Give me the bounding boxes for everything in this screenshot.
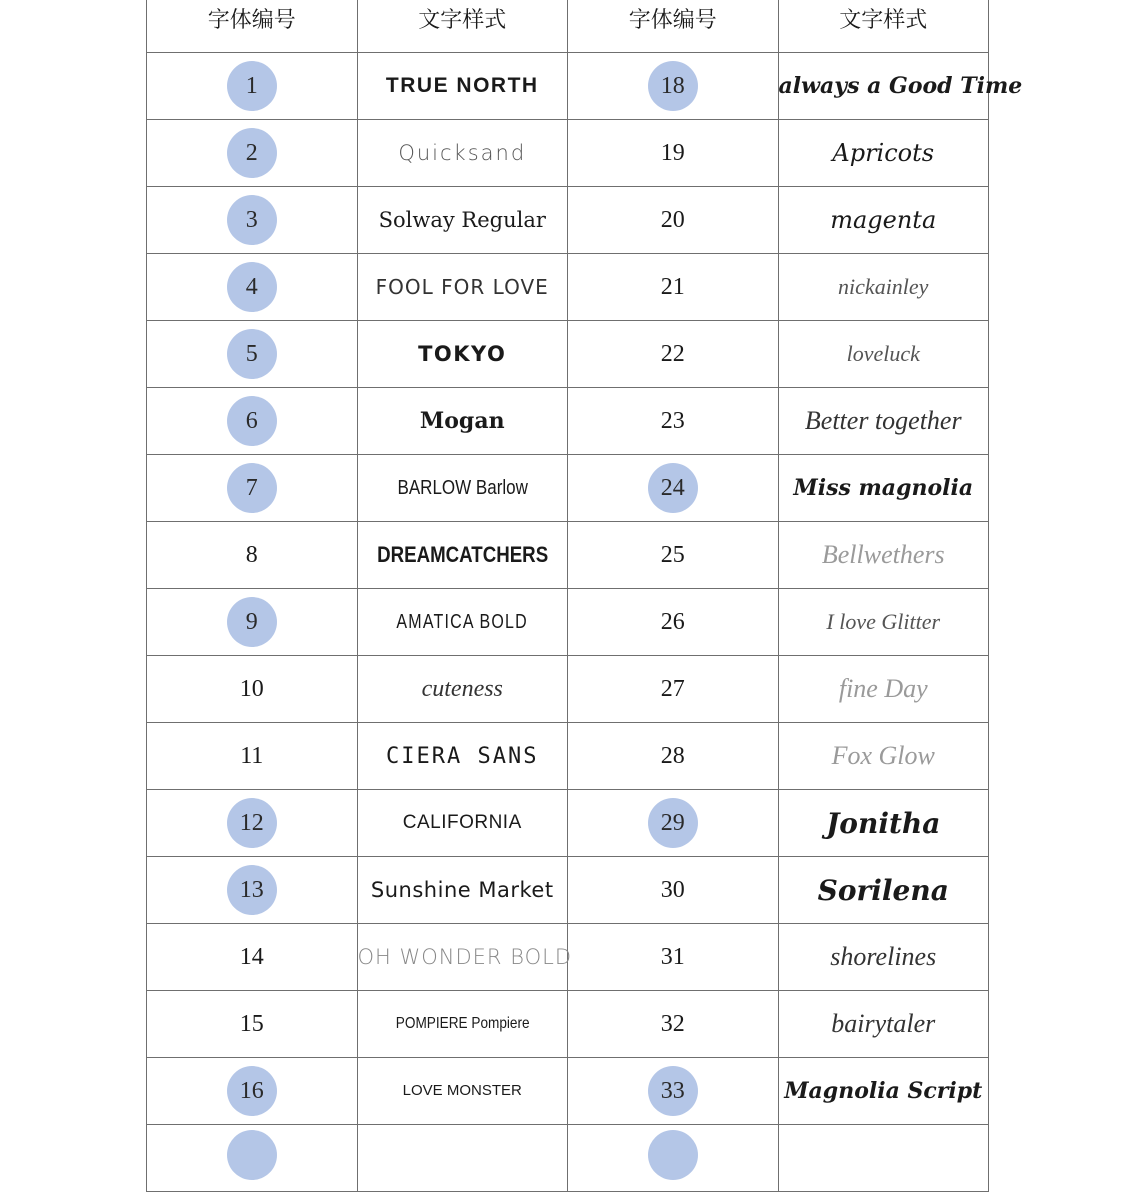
- header-text-style-right: 文字样式: [778, 0, 989, 53]
- font-number: 22: [660, 340, 685, 367]
- font-number-badge: 3: [227, 195, 277, 245]
- font-sample-cell: [357, 1125, 568, 1192]
- table-row: [147, 991, 989, 1058]
- table-row: [147, 187, 989, 254]
- font-sample-cell: [357, 723, 568, 790]
- font-number-badge: 4: [227, 262, 277, 312]
- font-sample-text: DREAMCATCHERS: [376, 542, 548, 567]
- font-sample-text: bairytaler: [831, 1009, 936, 1038]
- font-sample-text: always a Good Time: [778, 73, 1023, 99]
- font-number-cell: [568, 857, 779, 924]
- font-number: 10: [239, 675, 264, 702]
- header-text-style-left: 文字样式: [357, 0, 568, 53]
- font-sample-text: I love Glitter: [826, 609, 941, 634]
- font-number: 26: [660, 608, 685, 635]
- font-sample-text: LOVE MONSTER: [402, 1082, 522, 1099]
- font-number-badge: 12: [227, 798, 277, 848]
- font-number-cell: [147, 790, 358, 857]
- font-number-cell: [147, 388, 358, 455]
- font-number-cell: [568, 53, 779, 120]
- font-number-badge: 16: [227, 1066, 277, 1116]
- font-sample-text: nickainley: [838, 274, 929, 299]
- font-number-cell: [147, 53, 358, 120]
- font-number: 25: [660, 541, 685, 568]
- font-number-badge: 6: [227, 396, 277, 446]
- font-number-badge: 24: [648, 463, 698, 513]
- font-sample-cell: [778, 857, 989, 924]
- font-number-cell: [147, 187, 358, 254]
- font-number-badge: 7: [227, 463, 277, 513]
- font-number: 8: [245, 541, 258, 568]
- font-number-cell: [568, 187, 779, 254]
- font-number: 27: [660, 675, 685, 702]
- font-sample-cell: [357, 656, 568, 723]
- table-row: [147, 53, 989, 120]
- font-number-cell: [568, 723, 779, 790]
- font-number-badge: 18: [648, 61, 698, 111]
- font-sample-cell: [357, 857, 568, 924]
- font-sample-text: BARLOW Barlow: [397, 476, 528, 499]
- font-sample-text: Fox Glow: [831, 741, 935, 770]
- font-number-badge: 5: [227, 329, 277, 379]
- font-sample-text: Solway Regular: [378, 208, 546, 232]
- font-sample-text: Magnolia Script: [784, 1078, 983, 1104]
- font-sample-cell: [778, 388, 989, 455]
- font-sample-text: shorelines: [830, 942, 937, 971]
- font-sample-text: TOKYO: [418, 342, 507, 366]
- font-number-cell: [147, 723, 358, 790]
- font-sample-cell: [778, 1125, 989, 1192]
- table-row: [147, 857, 989, 924]
- font-number-cell: [568, 388, 779, 455]
- font-sample-cell: [778, 991, 989, 1058]
- font-sample-cell: [357, 53, 568, 120]
- font-sample-cell: [778, 187, 989, 254]
- font-sample-text: POMPIERE Pompiere: [395, 1015, 530, 1032]
- font-number-badge: [227, 1130, 277, 1180]
- font-sample-text: Miss magnolia: [793, 475, 974, 501]
- font-sample-cell: [778, 120, 989, 187]
- font-number-cell: [568, 991, 779, 1058]
- font-number-cell: [568, 656, 779, 723]
- font-sample-cell: [778, 321, 989, 388]
- font-sample-text: AMATICA BOLD: [396, 610, 528, 633]
- font-number: 21: [660, 273, 685, 300]
- table-row: [147, 1058, 989, 1125]
- font-sample-text: magenta: [830, 206, 937, 234]
- font-sample-text: Sorilena: [817, 873, 949, 907]
- table-row: [147, 522, 989, 589]
- font-sample-cell: [778, 522, 989, 589]
- font-number-badge: 1: [227, 61, 277, 111]
- font-number: 19: [660, 139, 685, 166]
- font-number-cell: [568, 522, 779, 589]
- font-number-cell: [147, 1058, 358, 1125]
- table-row: [147, 790, 989, 857]
- font-number-cell: [147, 656, 358, 723]
- font-number-cell: [568, 455, 779, 522]
- font-sample-text: CALIFORNIA: [402, 812, 522, 833]
- font-number-cell: [568, 589, 779, 656]
- font-sample-cell: [357, 187, 568, 254]
- font-sample-cell: [357, 455, 568, 522]
- font-sample-text: Bellwethers: [821, 540, 945, 569]
- font-number-cell: [147, 857, 358, 924]
- font-number: 31: [660, 943, 685, 970]
- font-sample-text: CIERA SANS: [386, 743, 539, 769]
- table-row: [147, 924, 989, 991]
- font-sample-cell: [778, 723, 989, 790]
- font-sample-cell: [357, 589, 568, 656]
- table-row: [147, 254, 989, 321]
- font-sample-cell: [357, 522, 568, 589]
- font-sample-cell: [778, 790, 989, 857]
- font-number: 11: [240, 742, 264, 769]
- font-sample-cell: [357, 388, 568, 455]
- font-number-cell: [147, 924, 358, 991]
- font-number-cell: [568, 254, 779, 321]
- font-number-cell: [147, 589, 358, 656]
- font-number: 30: [660, 876, 685, 903]
- header-font-number-right: 字体编号: [568, 0, 779, 53]
- font-number-cell: [147, 254, 358, 321]
- font-sample-cell: [357, 321, 568, 388]
- table-row: [147, 589, 989, 656]
- table-row: [147, 723, 989, 790]
- font-sample-text: FOOL FOR LOVE: [375, 275, 549, 299]
- table-row: [147, 1125, 989, 1192]
- font-sample-text: loveluck: [846, 341, 920, 366]
- font-sample-text: Quicksand: [398, 141, 527, 165]
- font-number: 14: [239, 943, 264, 970]
- font-number-cell: [568, 120, 779, 187]
- font-sample-cell: [778, 455, 989, 522]
- font-number-badge: 9: [227, 597, 277, 647]
- font-number-cell: [147, 321, 358, 388]
- font-number-badge: 2: [227, 128, 277, 178]
- font-number-cell: [147, 991, 358, 1058]
- font-sample-cell: [357, 924, 572, 991]
- font-sample-text: TRUE NORTH: [385, 74, 539, 97]
- font-sample-cell: [778, 53, 1023, 120]
- font-sample-text: Apricots: [832, 139, 935, 167]
- font-number-cell: [147, 1125, 358, 1192]
- font-sample-text: fine Day: [838, 674, 928, 703]
- font-number-badge: 13: [227, 865, 277, 915]
- font-sample-cell: [357, 120, 568, 187]
- font-number: 15: [239, 1010, 264, 1037]
- font-style-table: [146, 0, 1023, 1192]
- table-row: [147, 455, 989, 522]
- font-number-badge: [648, 1130, 698, 1180]
- font-sample-text: OH WONDER BOLD: [357, 945, 572, 969]
- font-sample-text: Mogan: [419, 408, 505, 434]
- table-row: [147, 656, 989, 723]
- font-number-cell: [568, 790, 779, 857]
- font-sample-text: Sunshine Market: [370, 878, 554, 902]
- table-row: [147, 388, 989, 455]
- font-number: 20: [660, 206, 685, 233]
- table-row: [147, 120, 989, 187]
- font-sample-text: cuteness: [421, 675, 503, 702]
- font-sample-text: Better together: [804, 406, 962, 435]
- font-number: 32: [660, 1010, 685, 1037]
- font-sample-text: Jonitha: [826, 806, 941, 840]
- font-number-cell: [147, 120, 358, 187]
- font-number-cell: [568, 321, 779, 388]
- font-sample-cell: [778, 254, 989, 321]
- header-font-number-left: 字体编号: [147, 0, 358, 53]
- font-number-cell: [147, 522, 358, 589]
- font-sample-cell: [357, 1058, 568, 1125]
- font-number-badge: 33: [648, 1066, 698, 1116]
- font-sample-cell: [357, 254, 568, 321]
- font-number: 23: [660, 407, 685, 434]
- font-sample-cell: [357, 991, 568, 1058]
- font-number-cell: [568, 924, 779, 991]
- font-number-cell: [147, 455, 358, 522]
- font-sample-cell: [778, 589, 989, 656]
- font-number: 28: [660, 742, 685, 769]
- font-sample-cell: [778, 656, 989, 723]
- font-number-cell: [568, 1125, 779, 1192]
- font-number-badge: 29: [648, 798, 698, 848]
- font-sample-cell: [357, 790, 568, 857]
- font-sample-cell: [778, 924, 989, 991]
- font-number-cell: [568, 1058, 779, 1125]
- font-sample-cell: [778, 1058, 989, 1125]
- header-row: [147, 0, 989, 53]
- table-row: [147, 321, 989, 388]
